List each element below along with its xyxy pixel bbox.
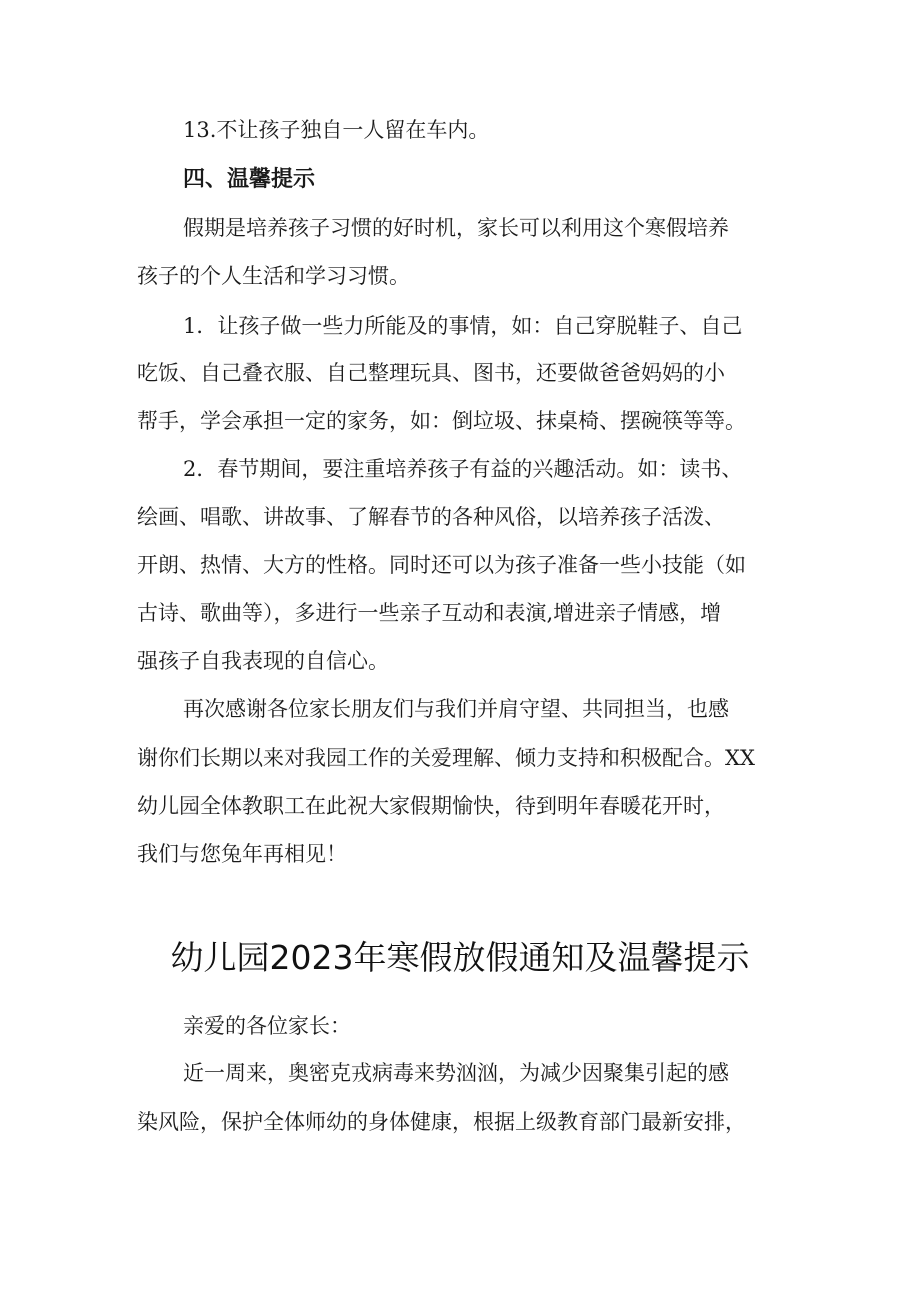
paragraph-line: 我们与您兔年再相见！	[137, 842, 347, 866]
paragraph-line: 古诗、歌曲等），多进行一些亲子互动和表演,增进亲子情感，增	[137, 601, 722, 625]
paragraph-line: 染风险，保护全体师幼的身体健康，根据上级教育部门最新安排，	[137, 1110, 746, 1134]
paragraph-line: 近一周来，奥密克戎病毒来势汹汹，为减少因聚集引起的感	[183, 1061, 729, 1085]
paragraph-line: 1．让孩子做一些力所能及的事情，如：自己穿脱鞋子、自己	[183, 314, 743, 338]
list-item-13: 13.不让孩子独自一人留在车内。	[183, 118, 490, 142]
paragraph-line: 幼儿园全体教职工在此祝大家假期愉快，待到明年春暖花开时，	[137, 794, 725, 818]
paragraph-line: 谢你们长期以来对我园工作的关爱理解、倾力支持和积极配合。XX	[137, 746, 755, 770]
paragraph-line: 假期是培养孩子习惯的好时机，家长可以利用这个寒假培养	[183, 216, 729, 240]
paragraph-line: 2．春节期间，要注重培养孩子有益的兴趣活动。如：读书、	[183, 457, 743, 481]
paragraph-line: 开朗、热情、大方的性格。同时还可以为孩子准备一些小技能（如	[137, 553, 746, 577]
paragraph-line: 再次感谢各位家长朋友们与我们并肩守望、共同担当，也感	[183, 697, 729, 721]
paragraph-line: 强孩子自我表现的自信心。	[137, 649, 389, 673]
paragraph-line: 绘画、唱歌、讲故事、了解春节的各种风俗，以培养孩子活泼、	[137, 505, 725, 529]
greeting: 亲爱的各位家长：	[183, 1014, 351, 1038]
document-title: 幼儿园2023年寒假放假通知及温馨提示	[170, 938, 750, 977]
paragraph-line: 孩子的个人生活和学习习惯。	[137, 264, 410, 288]
section-heading-tips: 四、温馨提示	[183, 167, 316, 192]
paragraph-line: 吃饭、自己叠衣服、自己整理玩具、图书，还要做爸爸妈妈的小	[137, 361, 725, 385]
paragraph-line: 帮手，学会承担一定的家务，如：倒垃圾、抹桌椅、摆碗筷等等。	[137, 409, 746, 433]
